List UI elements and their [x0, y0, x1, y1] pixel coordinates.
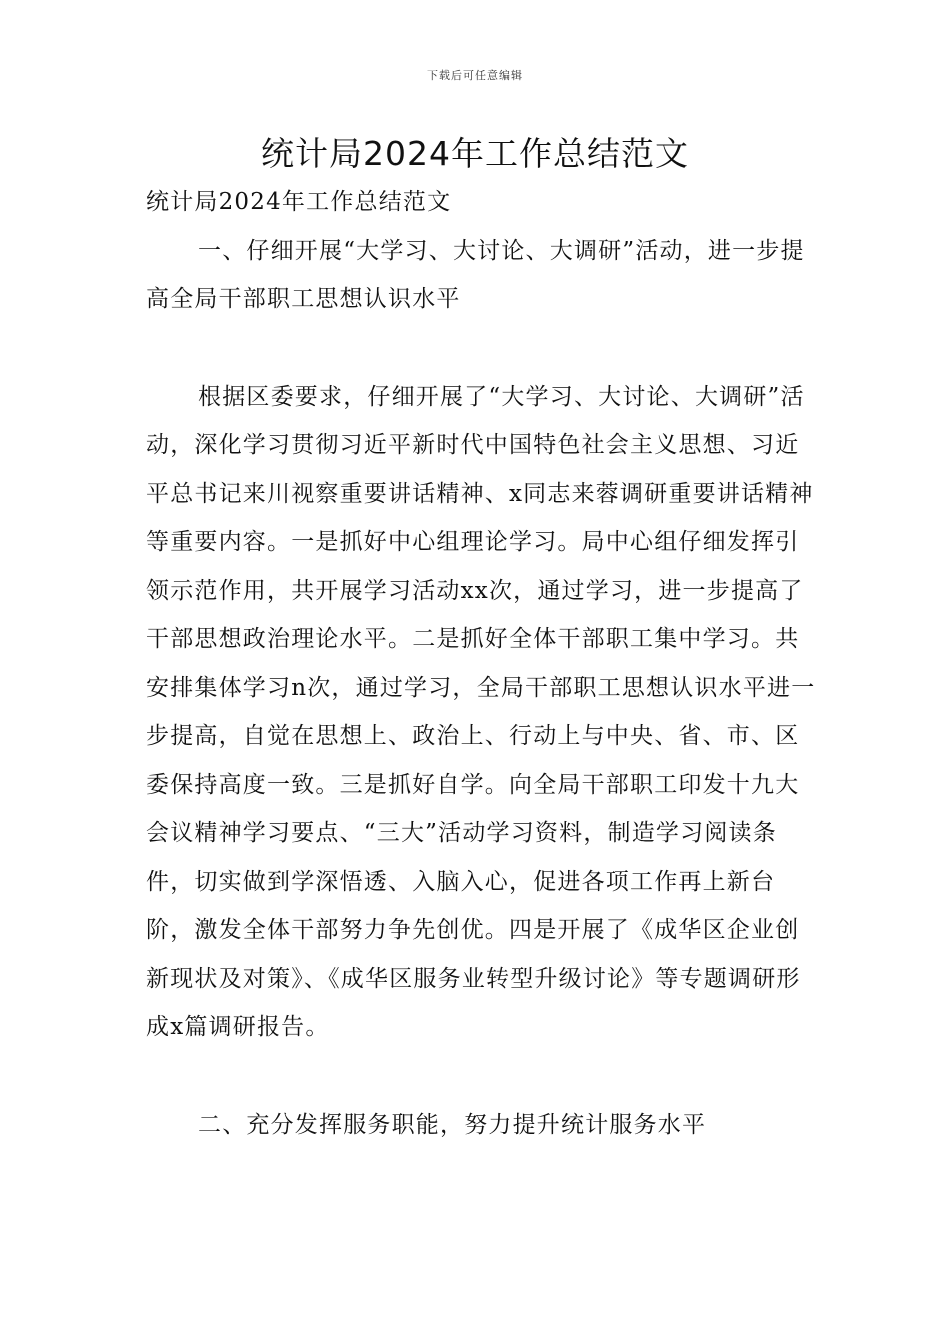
section-1-heading: 一、仔细开展“大学习、大讨论、大调研”活动，进一步提高全局干部职工思想认识水平: [146, 237, 805, 312]
document-title: 统计局2024年工作总结范文: [261, 134, 689, 173]
section-2-heading: 二、充分发挥服务职能，努力提升统计服务水平: [198, 1111, 707, 1138]
document-subtitle: 统计局2024年工作总结范文: [146, 189, 452, 215]
header-note: 下载后可任意编辑: [427, 69, 523, 82]
document-body: [146, 178, 822, 1149]
section-1-body: 根据区委要求，仔细开展了“大学习、大讨论、大调研”活动，深化学习贯彻习近平新时代中国特色社会主义思想、习近平总书记来川视察重要讲话精神、x同志来蓉调研重要讲话精神等重要内容。一是抓好中心组理论学习。局中心组仔细发挥引领示范作用，共开展学习活动xx次，通过学习，进一步提高了干部思想政治理论水平。二是抓好全体干部职工集中学习。共安排集体学习n次，通过学习，全局干部职工思想认识水平进一步提高，自觉在思想上、政治上、行动上与中央、省、市、区委保持高度一致。三是抓好自学。向全局干部职工印发十九大会议精神学习要点、“三大”活动学习资料，制造学习阅读条件，切实做到学深悟透、入脑入心，促进各项工作再上新台阶，激发全体干部努力争先创优。四是开展了《成华区企业创新现状及对策》、《成华区服务业转型升级讨论》等专题调研形成x篇调研报告。: [146, 383, 816, 1040]
